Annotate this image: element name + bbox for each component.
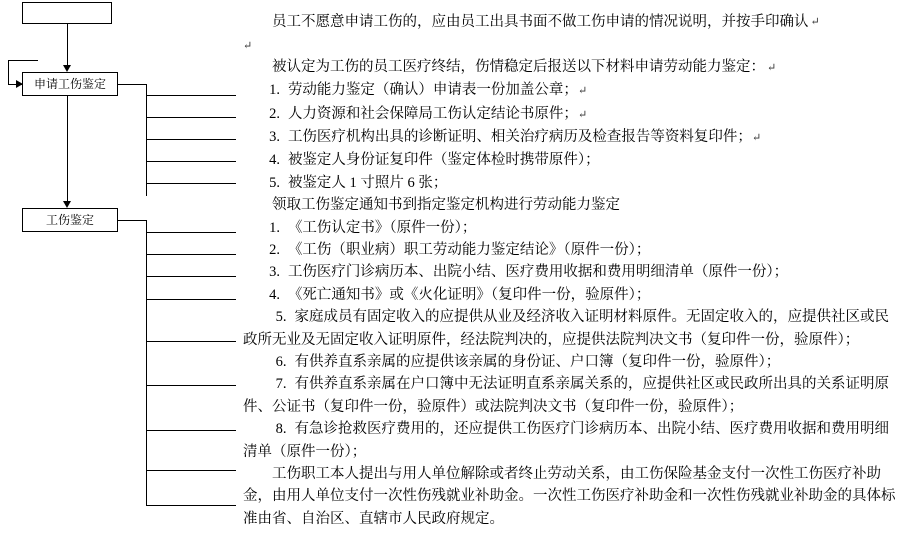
list-item xyxy=(243,261,899,283)
list-item-text: 人力资源和社会保障局工伤认定结论书原件； xyxy=(287,105,578,122)
list-item-number: 5. xyxy=(269,174,280,191)
branch-assess-5 xyxy=(146,341,236,342)
paragraph-mark: ↵ xyxy=(751,131,762,144)
list-item-text: 工伤医疗门诊病历本、出院小结、医疗费用收据和费用明细清单（原件一份）； xyxy=(287,264,789,281)
branch-assess-9 xyxy=(146,505,236,506)
branch-apply-1 xyxy=(146,95,236,96)
list-item xyxy=(243,217,899,239)
branch-bus-apply xyxy=(146,84,147,196)
list-item xyxy=(243,373,899,418)
list-item-number: 2. xyxy=(269,105,280,122)
branch-assess-1 xyxy=(146,232,236,233)
list-item xyxy=(243,351,899,373)
list-item-number: 8. xyxy=(275,421,287,438)
blank-line-1 xyxy=(243,34,899,56)
list-item-text: 《工伤认定书》（原件一份）； xyxy=(287,219,477,236)
section2-list xyxy=(243,217,899,463)
flow-box-apply-injury-assessment[interactable]: 申请工伤鉴定 xyxy=(22,72,118,96)
paragraph-closing: 工伤职工本人提出与用人单位解除或者终止劳动关系，由工伤保险基金支付一次性工伤医疗补助金，由用人单位支付一次性伤残就业补助金。一次性工伤医疗补助金和一次性伤残就业补助金的具体标准由省、自治区、直辖市人民政府规定。 xyxy=(243,466,896,527)
list-item-text: 劳动能力鉴定（确认）申请表一份加盖公章； xyxy=(287,82,578,99)
list-item-text: 被鉴定人 1 寸照片 6 张； xyxy=(287,174,448,191)
branch-assess-6 xyxy=(146,385,236,386)
list-item-text: 家庭成员有固定收入的应提供从业及经济收入证明材料原件。无固定收入的，应提供社区或民政所无业及无固定收入证明原件，经法院判决的，应提供法院判决文书（复印件一份，验原件）； xyxy=(243,309,889,348)
arrow-top-to-apply xyxy=(63,65,71,72)
list-item-text: 有供养直系亲属的应提供该亲属的身份证、户口簿（复印件一份，验原件）； xyxy=(294,354,781,371)
list-item-number: 2. xyxy=(269,241,280,258)
branch-apply-3 xyxy=(146,139,236,140)
list-item-number: 4. xyxy=(269,152,280,169)
list-item-text: 有急诊抢救医疗费用的，还应提供工伤医疗门诊病历本、出院小结、医疗费用收据和费用明细清单（原件一份）； xyxy=(243,421,889,460)
flow-box-injury-assessment[interactable]: 工伤鉴定 xyxy=(22,208,118,232)
list-item-number: 6. xyxy=(275,354,287,371)
paragraph-mark: ↵ xyxy=(577,108,588,121)
branch-assess-3 xyxy=(146,276,236,277)
list-item-text: 被鉴定人身份证复印件（鉴定体检时携带原件）； xyxy=(287,152,600,169)
workflow-diagram xyxy=(0,0,253,556)
connector-top-to-apply xyxy=(67,24,68,65)
branch-assess-8 xyxy=(146,470,236,471)
list-item-number: 7. xyxy=(275,376,287,393)
section1-lead: 被认定为工伤的员工医疗终结，伤情稳定后报送以下材料申请劳动能力鉴定： ↵ xyxy=(243,56,899,79)
list-item-number: 4. xyxy=(269,286,280,303)
branch-apply-5 xyxy=(146,183,236,184)
paragraph-mark: ↵ xyxy=(243,39,253,52)
list-item-text: 工伤医疗机构出具的诊断证明、相关治疗病历及检查报告等资料复印件； xyxy=(287,128,752,145)
list-item xyxy=(243,418,899,463)
connector-apply-to-assess xyxy=(67,96,68,201)
arrow-apply-to-assess xyxy=(63,201,71,208)
list-item-text: 《死亡通知书》或《火化证明》（复印件一份，验原件）； xyxy=(287,286,651,303)
connector-left-vertical xyxy=(8,60,9,84)
list-item xyxy=(243,306,899,351)
flow-box-top[interactable] xyxy=(22,2,112,24)
list-item xyxy=(243,239,899,261)
list-item xyxy=(243,103,899,126)
list-item xyxy=(243,126,899,149)
list-item xyxy=(243,172,899,194)
list-item-text: 《工伤（职业病）职工劳动能力鉴定结论》（原件一份）； xyxy=(287,241,651,258)
branch-assess-2 xyxy=(146,254,236,255)
arrow-left-into-apply xyxy=(16,80,23,88)
list-item-number: 5. xyxy=(275,309,287,326)
branch-apply-4 xyxy=(146,161,236,162)
list-item xyxy=(243,149,899,171)
list-item-number: 1. xyxy=(269,219,280,236)
list-item-number: 3. xyxy=(269,264,280,281)
list-item-number: 1. xyxy=(269,82,280,99)
section1-list xyxy=(243,79,899,194)
branch-apply-2 xyxy=(146,117,236,118)
branch-assess-4 xyxy=(146,299,236,300)
branch-assess-7 xyxy=(146,430,236,431)
section2-lead: 领取工伤鉴定通知书到指定鉴定机构进行劳动能力鉴定 xyxy=(272,197,620,214)
paragraph-intro: 员工不愿意申请工伤的，应由员工出具书面不做工伤申请的情况说明，并按手印确认 ↵ xyxy=(243,11,899,34)
list-item-number: 3. xyxy=(269,128,280,145)
list-item xyxy=(243,284,899,306)
list-item-text: 有供养直系亲属在户口簿中无法证明直系亲属关系的，应提供社区或民政所出具的关系证明原件、公证书（复印件一份，验原件）或法院判决文书（复印件一份，验原件）； xyxy=(243,376,889,415)
connector-assess-to-bus xyxy=(118,220,146,221)
document-body xyxy=(243,0,899,556)
connector-apply-to-bus xyxy=(118,84,146,85)
list-item xyxy=(243,79,899,102)
branch-bus-assess xyxy=(146,220,147,505)
connector-left-top xyxy=(8,60,38,61)
paragraph-mark: ↵ xyxy=(577,85,588,98)
